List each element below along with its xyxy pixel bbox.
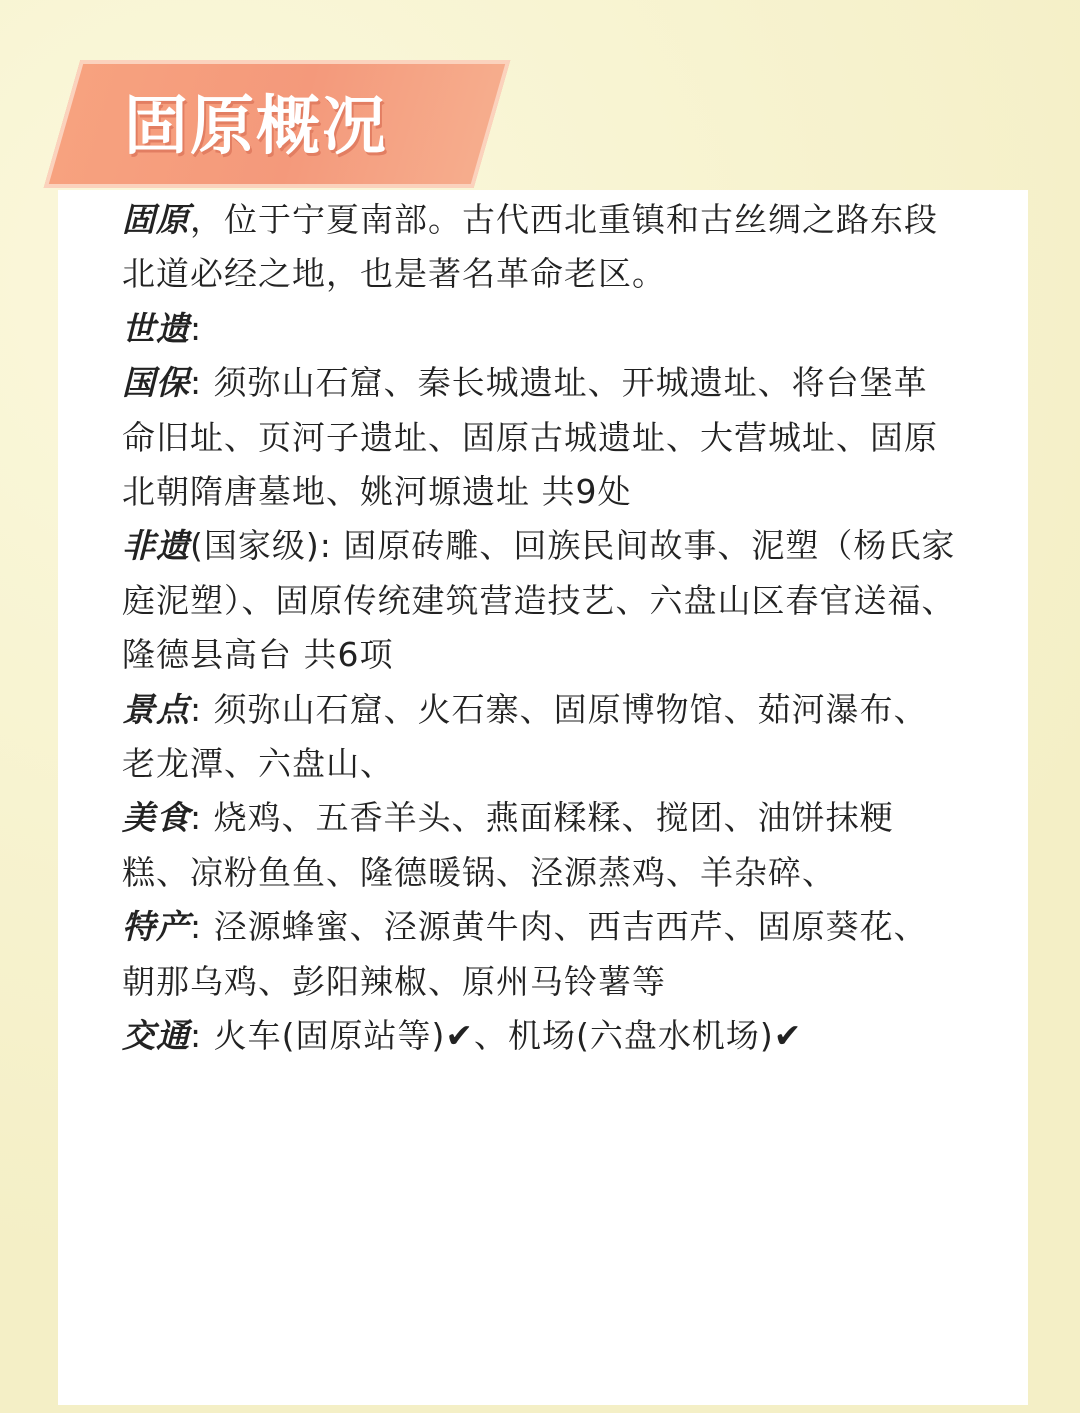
heritage-colon: : xyxy=(190,308,203,348)
transport-paragraph xyxy=(122,1009,957,1063)
page-title: 固原概况 xyxy=(124,90,388,164)
national-label: 国保 xyxy=(122,363,190,403)
specialty-paragraph xyxy=(122,900,957,1009)
heritage-label: 世遗 xyxy=(122,308,190,348)
specialty-label: 特产 xyxy=(122,907,190,947)
intangible-label: 非遗 xyxy=(122,526,190,566)
transport-label: 交通 xyxy=(122,1016,190,1056)
intro-paragraph xyxy=(122,193,957,302)
intro-text: ，位于宁夏南部。古代西北重镇和古丝绸之路东段北道必经之地，也是著名革命老区。 xyxy=(122,200,938,294)
heritage-paragraph xyxy=(122,302,957,356)
food-paragraph xyxy=(122,791,957,900)
intangible-text: (国家级): 固原砖雕、回族民间故事、泥塑（杨氏家庭泥塑）、固原传统建筑营造技艺、六盘山区春官送福、隆德县高台 共6项 xyxy=(122,526,956,675)
food-label: 美食 xyxy=(122,798,190,838)
national-paragraph xyxy=(122,356,957,519)
intro-label: 固原 xyxy=(122,200,190,239)
national-text: : 须弥山石窟、秦长城遗址、开城遗址、将台堡革命旧址、页河子遗址、固原古城遗址、大营城址、固原北朝隋唐墓地、姚河塬遗址 共9处 xyxy=(122,363,938,512)
food-text: : 烧鸡、五香羊头、燕面糅糅、搅团、油饼抹粳糕、凉粉鱼鱼、隆德暖锅、泾源蒸鸡、羊杂碎、 xyxy=(122,798,894,892)
sights-paragraph xyxy=(122,683,957,792)
content-body xyxy=(122,193,957,1064)
intangible-paragraph xyxy=(122,519,957,682)
sights-label: 景点 xyxy=(122,689,190,729)
transport-text: : 火车(固原站等)✔、机场(六盘水机场)✔ xyxy=(190,1016,803,1056)
specialty-text: : 泾源蜂蜜、泾源黄牛肉、西吉西芹、固原葵花、朝那乌鸡、彭阳辣椒、原州马铃薯等 xyxy=(122,907,928,1001)
sights-text: : 须弥山石窟、火石寨、固原博物馆、茹河瀑布、老龙潭、六盘山、 xyxy=(122,689,928,784)
